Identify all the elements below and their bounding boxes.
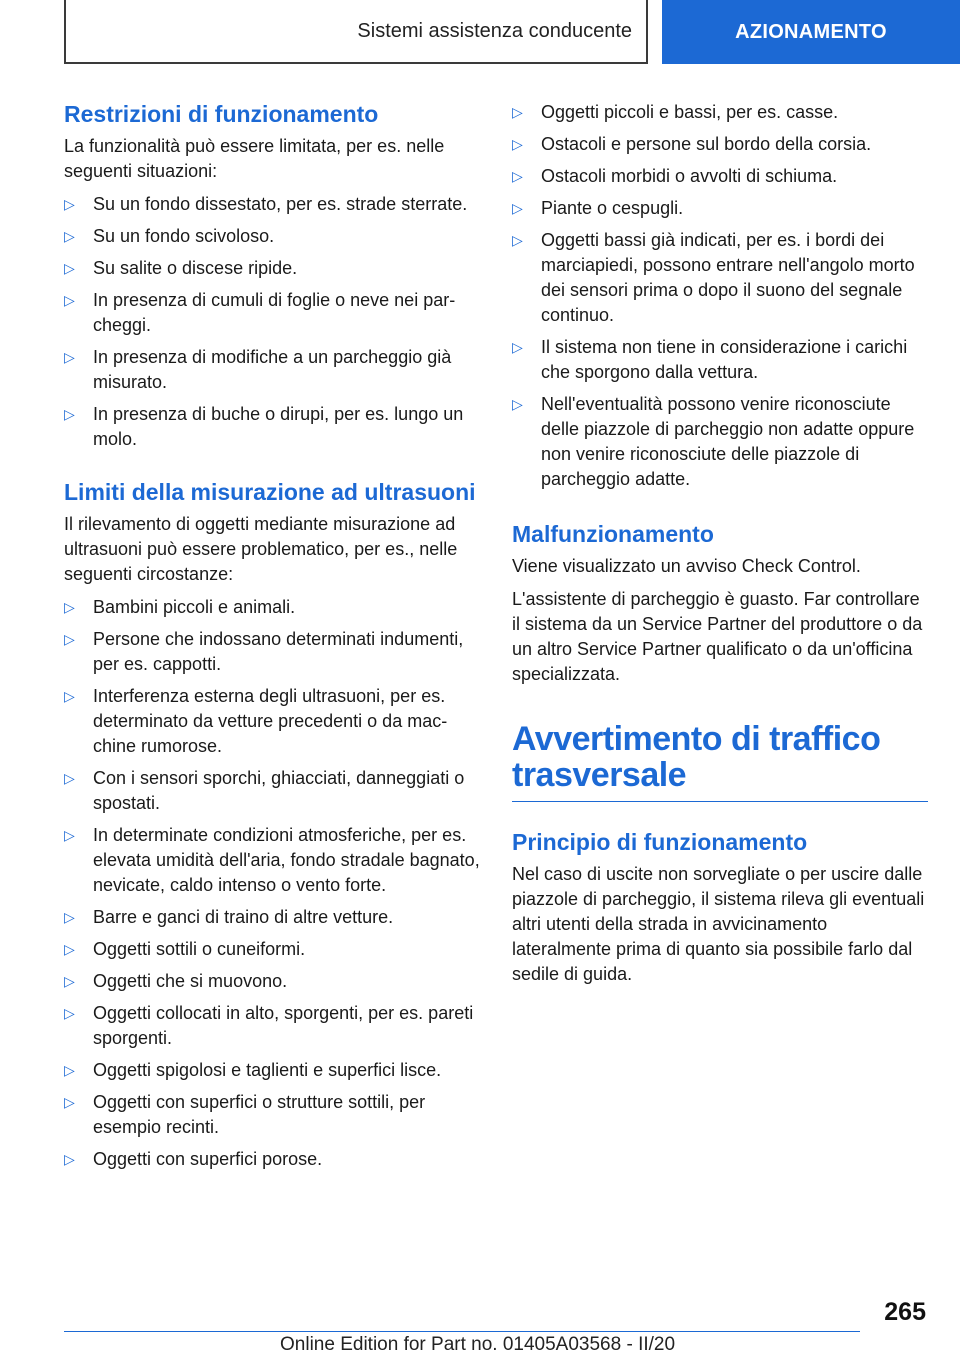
list-item: ▷ Oggetti che si muovono. bbox=[64, 969, 480, 994]
triangle-bullet-icon: ▷ bbox=[64, 406, 75, 422]
triangle-bullet-icon: ▷ bbox=[64, 973, 75, 989]
malfunction-text-1: Viene visualizzato un avviso Check Control. bbox=[512, 556, 861, 576]
restrictions-list bbox=[64, 192, 480, 452]
triangle-bullet-icon: ▷ bbox=[512, 339, 523, 355]
triangle-bullet-icon: ▷ bbox=[64, 688, 75, 704]
header-chapter-tab[interactable] bbox=[662, 0, 960, 64]
triangle-bullet-icon: ▷ bbox=[64, 941, 75, 957]
list-item: ▷ Interferenza esterna degli ultrasuoni, per es. determinato da vetture precedenti o da macchine rumorose. bbox=[64, 686, 448, 756]
cross-traffic-heading: Avvertimento di traffico trasversale bbox=[512, 720, 881, 794]
left-column bbox=[64, 100, 480, 1179]
triangle-bullet-icon: ▷ bbox=[64, 1094, 75, 1110]
list-item: ▷ Su un fondo scivoloso. bbox=[64, 224, 480, 249]
header-chapter-title: AZIONAMENTO bbox=[735, 20, 887, 43]
triangle-bullet-icon: ▷ bbox=[512, 104, 523, 120]
list-item: ▷ Bambini piccoli e animali. bbox=[64, 595, 480, 620]
list-item: ▷ Il sistema non tiene in considerazione i carichi che sporgono dalla vettura. bbox=[512, 337, 908, 382]
triangle-bullet-icon: ▷ bbox=[64, 1151, 75, 1167]
triangle-bullet-icon: ▷ bbox=[64, 770, 75, 786]
list-item: ▷ Oggetti piccoli e bassi, per es. casse. bbox=[512, 100, 928, 125]
limits-continued-list bbox=[512, 100, 928, 492]
list-item: ▷ Oggetti con superfici o strutture sottili, per esempio recinti. bbox=[64, 1092, 426, 1137]
footer-edition: Online Edition for Part no. 01405A03568 - II/20 bbox=[280, 1334, 676, 1355]
triangle-bullet-icon: ▷ bbox=[64, 349, 75, 365]
list-item: ▷ In presenza di modifiche a un parcheggio già misurato. bbox=[64, 347, 452, 392]
triangle-bullet-icon: ▷ bbox=[64, 1062, 75, 1078]
list-item: ▷ Con i sensori sporchi, ghiacciati, danneggiati o spostati. bbox=[64, 768, 465, 813]
triangle-bullet-icon: ▷ bbox=[64, 1005, 75, 1021]
section-divider bbox=[512, 801, 928, 802]
list-item: ▷ Piante o cespugli. bbox=[512, 196, 928, 221]
header-section-title: Sistemi assistenza conducente bbox=[357, 19, 632, 42]
list-item: ▷ Oggetti sottili o cuneiformi. bbox=[64, 937, 480, 962]
list-item: ▷ Ostacoli morbidi o avvolti di schiuma. bbox=[512, 164, 928, 189]
list-item: ▷ Oggetti spigolosi e taglienti e superfici lisce. bbox=[64, 1058, 480, 1083]
triangle-bullet-icon: ▷ bbox=[512, 200, 523, 216]
limits-heading: Limiti della misurazione ad ultrasuoni bbox=[64, 479, 476, 505]
principle-text: Nel caso di uscite non sorvegliate o per uscire dalle piazzole di parcheggio, il sistema rileva gli eventuali altri utenti della strada in avvicinamento lateralmente prima di quanto sia possibile farlo dal sedile di guida. bbox=[512, 864, 925, 984]
malfunction-heading: Malfunzionamento bbox=[512, 521, 714, 547]
malfunction-text-2: L'assistente di parcheggio è guasto. Far controllare il sistema da un Service Partner del produttore o da un altro Service Partner qualificato o da un'officina specializzata. bbox=[512, 589, 923, 684]
list-item: ▷ In presenza di buche o dirupi, per es. lungo un molo. bbox=[64, 404, 464, 449]
list-item: ▷ Su salite o discese ripide. bbox=[64, 256, 480, 281]
header-section-box bbox=[64, 0, 648, 64]
restrictions-intro: La funzionalità può essere limitata, per es. nelle seguenti situazioni: bbox=[64, 136, 445, 181]
restrictions-heading: Restrizioni di funzionamento bbox=[64, 101, 379, 127]
triangle-bullet-icon: ▷ bbox=[512, 396, 523, 412]
triangle-bullet-icon: ▷ bbox=[64, 228, 75, 244]
list-item: ▷ In determinate condizioni atmosferiche, per es. elevata umidità dell'aria, fondo stradale bagnato, nevicate, caldo intenso o vento forte. bbox=[64, 825, 480, 895]
triangle-bullet-icon: ▷ bbox=[64, 196, 75, 212]
list-item: ▷ Nell'eventualità possono venire riconosciute delle piazzole di parcheggio non adatte oppure non venire riconosciute delle piazzole di parcheggio adatte. bbox=[512, 394, 915, 489]
list-item: ▷ In presenza di cumuli di foglie o neve nei parcheggi. bbox=[64, 290, 456, 335]
page-number: 265 bbox=[884, 1298, 926, 1326]
list-item: ▷ Barre e ganci di traino di altre vetture. bbox=[64, 905, 480, 930]
principle-heading: Principio di funzionamento bbox=[512, 829, 808, 855]
triangle-bullet-icon: ▷ bbox=[512, 168, 523, 184]
list-item: ▷ Oggetti con superfici porose. bbox=[64, 1147, 480, 1172]
triangle-bullet-icon: ▷ bbox=[512, 232, 523, 248]
list-item: ▷ Su un fondo dissestato, per es. strade sterrate. bbox=[64, 192, 480, 217]
list-item: ▷ Ostacoli e persone sul bordo della corsia. bbox=[512, 132, 928, 157]
triangle-bullet-icon: ▷ bbox=[64, 827, 75, 843]
footer-divider bbox=[64, 1331, 860, 1332]
list-item: ▷ Persone che indossano determinati indumenti, per es. cappotti. bbox=[64, 629, 464, 674]
limits-intro: Il rilevamento di oggetti mediante misurazione ad ultrasuoni può essere problematico, per es., nelle seguenti circostanze: bbox=[64, 514, 458, 584]
right-column bbox=[512, 100, 928, 995]
triangle-bullet-icon: ▷ bbox=[64, 260, 75, 276]
triangle-bullet-icon: ▷ bbox=[64, 631, 75, 647]
limits-list bbox=[64, 595, 480, 1172]
triangle-bullet-icon: ▷ bbox=[64, 599, 75, 615]
triangle-bullet-icon: ▷ bbox=[64, 292, 75, 308]
list-item: ▷ Oggetti bassi già indicati, per es. i bordi dei marciapiedi, possono entrare nell'angolo morto dei sensori prima o dopo il suono del segnale continuo. bbox=[512, 230, 915, 325]
list-item: ▷ Oggetti collocati in alto, sporgenti, per es. pareti sporgenti. bbox=[64, 1003, 474, 1048]
triangle-bullet-icon: ▷ bbox=[512, 136, 523, 152]
triangle-bullet-icon: ▷ bbox=[64, 909, 75, 925]
